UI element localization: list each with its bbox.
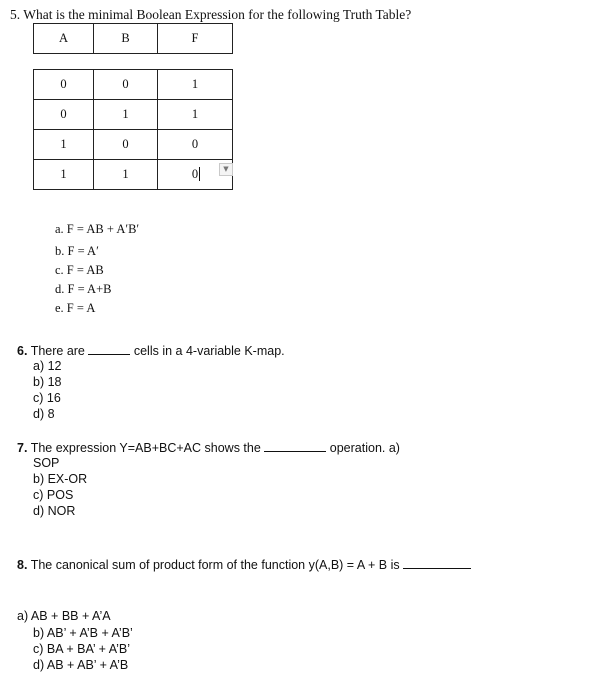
- table-cell: 1: [94, 100, 158, 130]
- q5-option-a: a. F = AB + A′B′: [55, 222, 140, 236]
- q7-option-c: c) POS: [33, 488, 74, 502]
- truth-table-header: [33, 23, 233, 54]
- question-5-title: 5. What is the minimal Boolean Expression for the following Truth Table?: [10, 7, 412, 22]
- question-8-text: [17, 557, 471, 572]
- table-row: [34, 100, 233, 130]
- table-cell: 1: [158, 100, 233, 130]
- q6-text-before: There are: [30, 344, 85, 358]
- q8-option-b: b) AB’ + A’B + A’B’: [33, 626, 133, 640]
- table-cell: 0: [34, 100, 94, 130]
- table-row: [34, 130, 233, 160]
- q7-option-d: d) NOR: [33, 504, 76, 518]
- q7-text-before: The expression Y=AB+BC+AC shows the: [30, 441, 261, 455]
- text-cursor: [199, 167, 200, 181]
- q5-option-c: c. F = AB: [55, 263, 104, 277]
- question-7-text: [17, 440, 400, 455]
- question-8-number: 8.: [17, 558, 28, 572]
- q5-option-b: b. F = A′: [55, 244, 99, 258]
- table-cell: 0: [158, 130, 233, 160]
- table-cell: 0: [34, 70, 94, 100]
- table-cell: 1: [94, 160, 158, 190]
- chevron-down-icon[interactable]: ▼: [219, 163, 233, 176]
- table-row: [34, 70, 233, 100]
- truth-table-body: [33, 69, 233, 190]
- question-6-number: 6.: [17, 344, 28, 358]
- q8-option-c: c) BA + BA’ + A’B’: [33, 642, 131, 656]
- q8-blank: [403, 557, 471, 569]
- q6-option-d: d) 8: [33, 407, 55, 421]
- table-row: [34, 160, 233, 190]
- table-cell: 1: [34, 160, 94, 190]
- q5-option-e: e. F = A: [55, 301, 96, 315]
- table-cell: 0: [94, 130, 158, 160]
- q7-text-after: operation. a): [329, 441, 400, 455]
- table-cell: 1: [34, 130, 94, 160]
- q6-text-after: cells in a 4-variable K-map.: [133, 344, 285, 358]
- header-cell-f: F: [158, 24, 233, 54]
- q5-option-d: d. F = A+B: [55, 282, 112, 296]
- question-7-number: 7.: [17, 441, 28, 455]
- q8-option-d: d) AB + AB’ + A’B: [33, 658, 129, 672]
- q8-text: The canonical sum of product form of the function y(A,B) = A + B is: [30, 558, 400, 572]
- q6-option-a: a) 12: [33, 359, 62, 373]
- q7-option-a: SOP: [33, 456, 60, 470]
- table-cell: 1: [158, 70, 233, 100]
- table-cell: 0: [94, 70, 158, 100]
- q7-option-b: b) EX-OR: [33, 472, 88, 486]
- q6-option-b: b) 18: [33, 375, 62, 389]
- table-cell[interactable]: 0: [158, 160, 233, 190]
- q6-option-c: c) 16: [33, 391, 61, 405]
- header-cell-a: A: [34, 24, 94, 54]
- q7-blank: [264, 440, 326, 452]
- header-cell-b: B: [94, 24, 158, 54]
- q8-option-a: a) AB + BB + A’A: [17, 609, 111, 623]
- question-6-text: [17, 343, 285, 358]
- q6-blank: [88, 343, 130, 355]
